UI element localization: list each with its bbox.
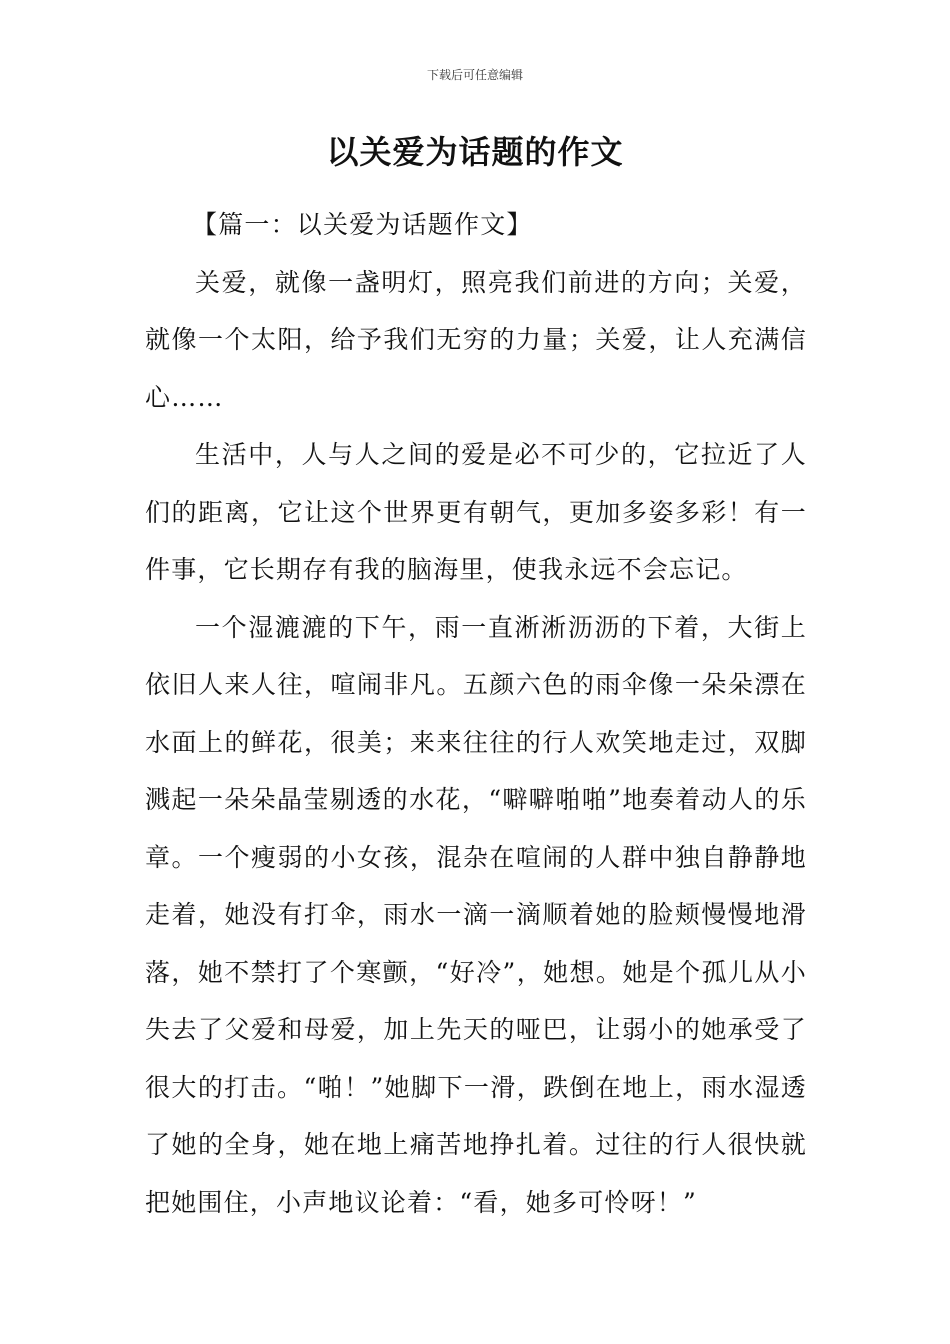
section-heading: 【篇一：以关爱为话题作文】 [192,210,533,239]
paragraph-3: 一个湿漉漉的下午，雨一直淅淅沥沥的下着，大街上依旧人来人往，喧闹非凡。五颜六色的雨伞像一朵朵漂在水面上的鲜花，很美；来来往往的行人欢笑地走过，双脚溅起一朵朵晶莹剔透的水花，“噼噼啪啪”地奏着动人的乐章。一个瘦弱的小女孩，混杂在喧闹的人群中独自静静地走着，她没有打伞，雨水一滴一滴顺着她的脸颊慢慢地滑落，她不禁打了个寒颤，“好冷”，她想。她是个孤儿从小失去了父爱和母爱，加上先天的哑巴，让弱小的她承受了很大的打击。“啪！”她脚下一滑，跌倒在地上，雨水湿透了她的全身，她在地上痛苦地挣扎着。过往的行人很快就把她围住，小声地议论着：“看，她多可怜呀！” [145,612,807,1217]
header-note: 下载后可任意编辑 [426,68,523,82]
document-title: 以关爱为话题的作文 [326,133,624,171]
paragraph-2: 生活中，人与人之间的爱是必不可少的，它拉近了人们的距离，它让这个世界更有朝气，更加多姿多彩！有一件事，它长期存有我的脑海里，使我永远不会忘记。 [145,440,807,584]
document-body [145,196,807,1231]
paragraph-1: 关爱，就像一盏明灯，照亮我们前进的方向；关爱，就像一个太阳，给予我们无穷的力量；关爱，让人充满信心…… [145,267,807,412]
